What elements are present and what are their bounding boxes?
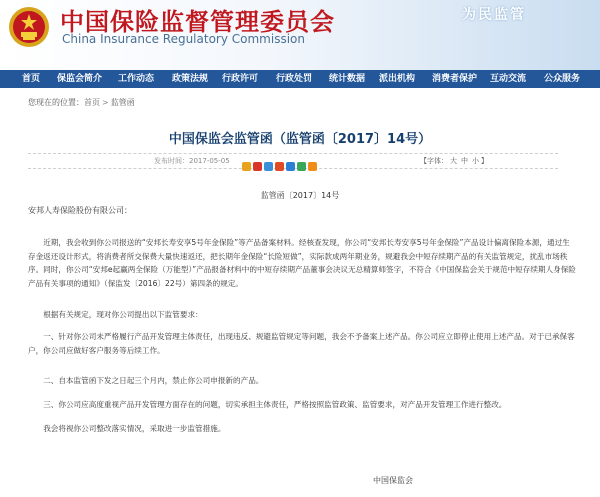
font-size-small[interactable]: 小 <box>472 157 479 165</box>
nav-branches[interactable]: 派出机构 <box>379 74 416 84</box>
share-icon[interactable] <box>264 162 273 171</box>
nav-about[interactable]: 保监会简介 <box>57 74 103 84</box>
addressee: 安邦人寿保险股份有限公司： <box>28 206 132 215</box>
main-nav <box>0 70 600 88</box>
article-meta-bar <box>28 153 558 169</box>
share-icon[interactable] <box>242 162 251 171</box>
nav-public-service[interactable]: 公众服务 <box>544 74 581 84</box>
breadcrumb-current[interactable]: 监管函 <box>110 98 135 107</box>
font-size-label: 【字体： <box>420 157 448 165</box>
signature: 中国保监会 <box>373 476 413 485</box>
nav-home[interactable]: 首页 <box>22 74 41 84</box>
font-size-control <box>420 156 488 166</box>
nav-licensing[interactable]: 行政许可 <box>222 74 259 84</box>
breadcrumb <box>28 97 135 108</box>
body-paragraph: 根据有关规定，现对你公司提出以下监管要求： <box>43 310 203 319</box>
site-slogan: 为民监管 <box>462 7 526 23</box>
nav-interaction[interactable]: 互动交流 <box>490 74 527 84</box>
document-number: 监管函〔2017〕14号 <box>260 191 340 200</box>
nav-news[interactable]: 工作动态 <box>118 74 155 84</box>
site-title-english: China Insurance Regulatory Commission <box>62 32 305 46</box>
body-paragraph: 近期，我会收到你公司报送的“安邦长寿安享5号年金保险”等产品备案材料。经核查发现，你公司“安邦长寿安享5号年金保险”产品设计偏离保险本源，通过生存金返还设计形式，将消费者所交保费大量快速返还，把长期年金保险“长险短做”，实际款成两年期业务，规避我会中短存续期产品的有关监管规定，扰乱市场秩序。同时，你公司“安邦e起赢两全保险（万能型）”产品报备材料中的中短存续期产品董事会决议无总精算师签字，不符合《中国保监会关于规范中短存续期人身保险产品有关事项的通知》（保监发〔2016〕22号）第四条的规定。 <box>28 238 576 288</box>
font-size-medium[interactable]: 中 <box>461 157 468 165</box>
article-title: 中国保监会监管函（监管函〔2017〕14号） <box>168 132 432 147</box>
share-icon[interactable] <box>275 162 284 171</box>
font-size-close: 】 <box>481 157 488 165</box>
share-icons <box>242 156 319 175</box>
share-icon[interactable] <box>253 162 262 171</box>
nav-statistics[interactable]: 统计数据 <box>329 74 366 84</box>
breadcrumb-prefix: 您现在的位置： <box>28 98 84 107</box>
share-icon[interactable] <box>297 162 306 171</box>
site-title[interactable]: 中国保险监督管理委员会 <box>60 8 335 36</box>
nav-policy[interactable]: 政策法规 <box>172 74 209 84</box>
site-header <box>0 0 600 70</box>
body-paragraph: 三、你公司应高度重视产品开发管理方面存在的问题，切实承担主体责任，严格按照监管政策、监管要求，对产品开发管理工作进行整改。 <box>43 400 507 409</box>
body-paragraph: 二、自本监管函下发之日起三个月内，禁止你公司申报新的产品。 <box>43 376 264 385</box>
national-emblem-icon <box>8 6 50 48</box>
nav-consumer-protection[interactable]: 消费者保护 <box>432 74 478 84</box>
breadcrumb-home[interactable]: 首页 <box>84 98 100 107</box>
breadcrumb-separator: > <box>102 98 109 107</box>
font-size-large[interactable]: 大 <box>450 157 457 165</box>
share-icon[interactable] <box>308 162 317 171</box>
share-icon[interactable] <box>286 162 295 171</box>
publish-date: 发布时间：2017-05-05 <box>154 157 230 165</box>
body-paragraph: 我会将视你公司整改落实情况，采取进一步监管措施。 <box>43 424 226 433</box>
body-paragraph: 一、针对你公司未严格履行产品开发管理主体责任，出现违反、规避监管规定等问题，我会不予备案上述产品。你公司应立即停止使用上述产品。对于已承保客户，你公司应做好客户服务等后续工作。 <box>28 332 575 355</box>
nav-penalty[interactable]: 行政处罚 <box>276 74 313 84</box>
